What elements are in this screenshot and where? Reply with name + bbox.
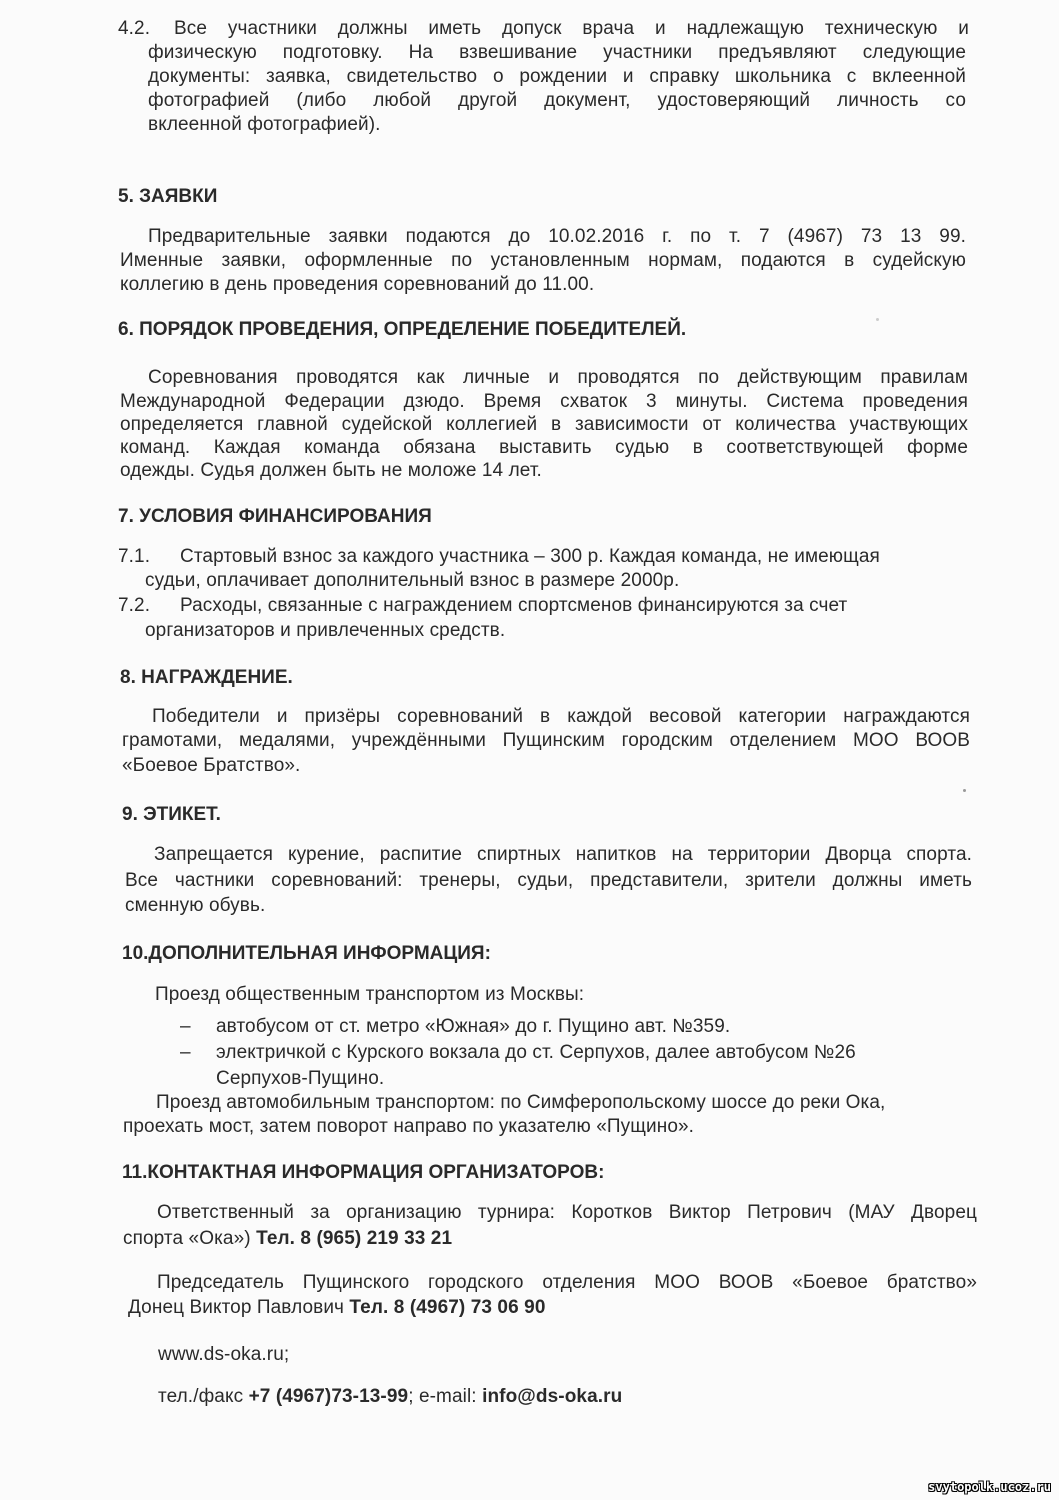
scan-speck: [963, 789, 966, 792]
scan-speck: [876, 318, 879, 321]
item-number: 7.2.: [118, 595, 151, 616]
paragraph-line: [123, 1227, 452, 1251]
section-heading: 7. УСЛОВИЯ ФИНАНСИРОВАНИЯ: [118, 506, 432, 527]
paragraph-line: грамотами, медалями, учреждёнными Пущинским городским отделением МОО ВООВ: [122, 730, 970, 751]
contact-text: Донец Виктор Павлович: [128, 1297, 350, 1318]
paragraph-line: Предварительные заявки подаются до 10.02.2016 г. по т. 7 (4967) 73 13 99.: [148, 226, 966, 247]
paragraph-line: коллегию в день проведения соревнований до 11.00.: [120, 274, 595, 295]
paragraph-line: физическую подготовку. На взвешивание участники предъявляют следующие: [148, 42, 966, 63]
dash-bullet: –: [180, 1042, 191, 1063]
paragraph-line: документы: заявка, свидетельство о рождении и справку школьника с вклеенной: [148, 66, 966, 87]
paragraph-line: организаторов и привлеченных средств.: [145, 620, 506, 641]
item-number: 4.2.: [118, 18, 151, 39]
section-heading: 10.ДОПОЛНИТЕЛЬНАЯ ИНФОРМАЦИЯ:: [122, 943, 491, 964]
paragraph-line: Запрещается курение, распитие спиртных напитков на территории Дворца спорта.: [154, 844, 972, 865]
paragraph-line: проехать мост, затем поворот направо по указателю «Пущино».: [123, 1116, 695, 1137]
paragraph-line: Ответственный за организацию турнира: Коротков Виктор Петрович (МАУ Дворец: [157, 1202, 977, 1223]
paragraph-line: Проезд автомобильным транспортом: по Симферопольскому шоссе до реки Ока,: [156, 1092, 886, 1113]
paragraph-line: Председатель Пущинского городского отделения МОО ВООВ «Боевое братство»: [157, 1272, 977, 1293]
paragraph-line: одежды. Судья должен быть не моложе 14 лет.: [120, 460, 542, 481]
paragraph-line: судьи, оплачивает дополнительный взнос в размере 2000р.: [145, 570, 680, 591]
paragraph-line: фотографией (либо любой другой документ, удостоверяющий личность со: [148, 90, 966, 111]
paragraph-line: Все участники должны иметь допуск врача и надлежащую техническую и: [174, 18, 969, 39]
paragraph-line: сменную обувь.: [125, 895, 266, 916]
section-heading: 9. ЭТИКЕТ.: [122, 804, 221, 825]
item-number: 7.1.: [118, 546, 151, 567]
section-heading: 6. ПОРЯДОК ПРОВЕДЕНИЯ, ОПРЕДЕЛЕНИЕ ПОБЕДИТЕЛЕЙ.: [118, 319, 687, 340]
contact-text: спорта «Ока»): [123, 1228, 257, 1249]
email-link[interactable]: info@ds-oka.ru: [482, 1386, 623, 1407]
paragraph-line: «Боевое Братство».: [122, 755, 301, 776]
section-heading: 8. НАГРАЖДЕНИЕ.: [120, 667, 293, 688]
paragraph-line: Серпухов-Пущино.: [216, 1068, 385, 1089]
paragraph-line: Победители и призёры соревнований в каждой весовой категории награждаются: [152, 706, 970, 727]
fax-number: +7 (4967)73-13-99: [248, 1386, 409, 1407]
email-label: ; e-mail:: [408, 1386, 483, 1407]
paragraph-line: автобусом от ст. метро «Южная» до г. Пущино авт. №359.: [216, 1016, 731, 1037]
paragraph-line: определяется главной судейской коллегией в зависимости от количества участвующих: [120, 414, 968, 435]
section-heading: 5. ЗАЯВКИ: [118, 186, 218, 207]
paragraph-line: Стартовый взнос за каждого участника – 300 р. Каждая команда, не имеющая: [180, 546, 880, 567]
paragraph-line: Международной Федерации дзюдо. Время схваток 3 минуты. Система проведения: [120, 391, 968, 412]
fax-email-line: [158, 1385, 622, 1409]
paragraph-line: команд. Каждая команда обязана выставить судью в соответствующей форме: [120, 437, 968, 458]
paragraph-line: вклеенной фотографией).: [148, 114, 381, 135]
website-link[interactable]: www.ds-oka.ru;: [158, 1344, 290, 1365]
paragraph-line: Соревнования проводятся как личные и проводятся по действующим правилам: [148, 367, 968, 388]
paragraph-line: Проезд общественным транспортом из Москвы:: [155, 984, 585, 1005]
phone-number: Тел. 8 (4967) 73 06 90: [349, 1297, 546, 1318]
dash-bullet: –: [180, 1016, 191, 1037]
fax-label: тел./факс: [158, 1386, 249, 1407]
paragraph-line: [128, 1296, 545, 1320]
section-heading: 11.КОНТАКТНАЯ ИНФОРМАЦИЯ ОРГАНИЗАТОРОВ:: [122, 1162, 605, 1183]
phone-number: Тел. 8 (965) 219 33 21: [256, 1228, 453, 1249]
paragraph-line: Расходы, связанные с награждением спортсменов финансируются за счет: [180, 595, 848, 616]
paragraph-line: Именные заявки, оформленные по установленным нормам, подаются в судейскую: [120, 250, 966, 271]
watermark: svytopolk.ucoz.ru: [928, 1480, 1051, 1494]
paragraph-line: Все частники соревнований: тренеры, судьи, представители, зрители должны иметь: [125, 870, 972, 891]
paragraph-line: электричкой с Курского вокзала до ст. Серпухов, далее автобусом №26: [216, 1042, 856, 1063]
